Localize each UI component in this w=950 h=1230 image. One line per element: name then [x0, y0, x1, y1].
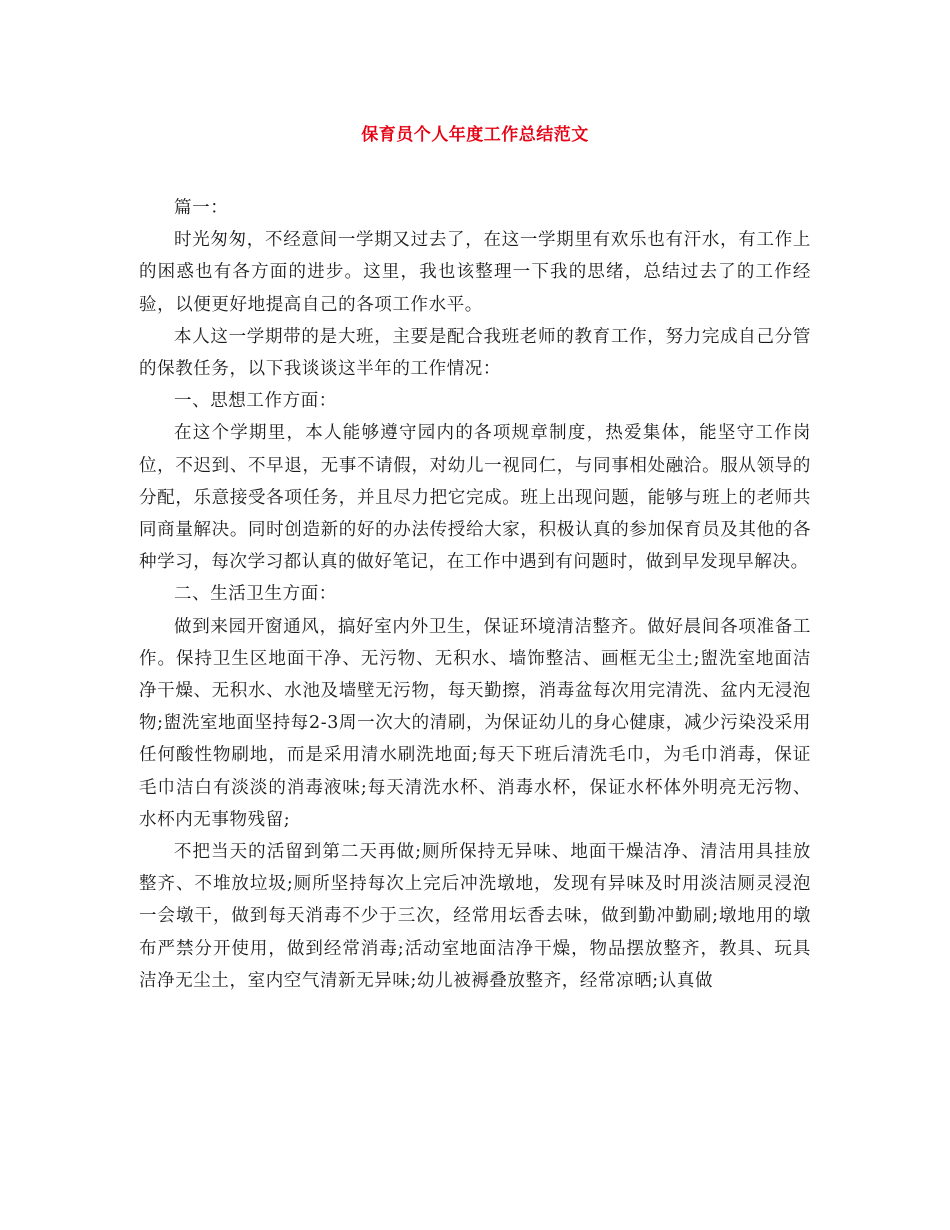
paragraph-heading-part-one: 篇一：: [174, 198, 229, 218]
paragraph-ideology: 在这个学期里，本人能够遵守园内的各项规章制度，热爱集体，能坚守工作岗位，不迟到、不早退，无事不请假，对幼儿一视同仁，与同事相处融洽。服从领导的分配，乐意接受各项任务，并且尽力把它完成。班上出现问题，能够与班上的老师共同商量解决。同时创造新的好的办法传授给大家，积极认真的参加保育员及其他的各种学习，每次学习都认真的做好笔记，在工作中遇到有问题时，做到早发现早解决。: [139, 423, 811, 573]
paragraph-hygiene-1: 做到来园开窗通风，搞好室内外卫生，保证环境清洁整齐。做好晨间各项准备工作。保持卫生区地面干净、无污物、无积水、墙饰整洁、画框无尘土;盥洗室地面洁净干燥、无积水、水池及墙壁无污物，每天勤擦，消毒盆每次用完清洗、盆内无浸泡物;盥洗室地面坚持每2-3周一次大的清刷，为保证幼儿的身心健康，减少污染没采用任何酸性物刷地，而是采用清水刷洗地面;每天下班后清洗毛巾，为毛巾消毒，保证毛巾洁白有淡淡的消毒液味;每天清洗水杯、消毒水杯，保证水杯体外明亮无污物、水杯内无事物残留;: [139, 616, 811, 830]
document-title: 保育员个人年度工作总结范文: [361, 125, 589, 145]
section-heading-ideology: 一、思想工作方面：: [174, 391, 337, 412]
paragraph-overview: 本人这一学期带的是大班，主要是配合我班老师的教育工作，努力完成自己分管的保教任务，以下我谈谈这半年的工作情况：: [139, 326, 811, 380]
section-heading-hygiene: 二、生活卫生方面：: [174, 584, 337, 605]
paragraph-hygiene-2: 不把当天的活留到第二天再做;厕所保持无异味、地面干燥洁净、清洁用具挂放整齐、不堆放垃圾;厕所坚持每次上完后冲洗墩地，发现有异味及时用淡洁厕灵浸泡一会墩干，做到每天消毒不少于三次，经常用坛香去味，做到勤冲勤刷;墩地用的墩布严禁分开使用，做到经常消毒;活动室地面洁净干燥，物品摆放整齐，教具、玩具洁净无尘土，室内空气清新无异味;幼儿被褥叠放整齐，经常凉晒;认真做: [139, 842, 811, 991]
paragraph-intro: 时光匆匆，不经意间一学期又过去了，在这一学期里有欢乐也有汗水，有工作上的困惑也有各方面的进步。这里，我也该整理一下我的思绪，总结过去了的工作经验，以便更好地提高自己的各项工作水平。: [139, 230, 811, 315]
document-body: [139, 192, 811, 997]
